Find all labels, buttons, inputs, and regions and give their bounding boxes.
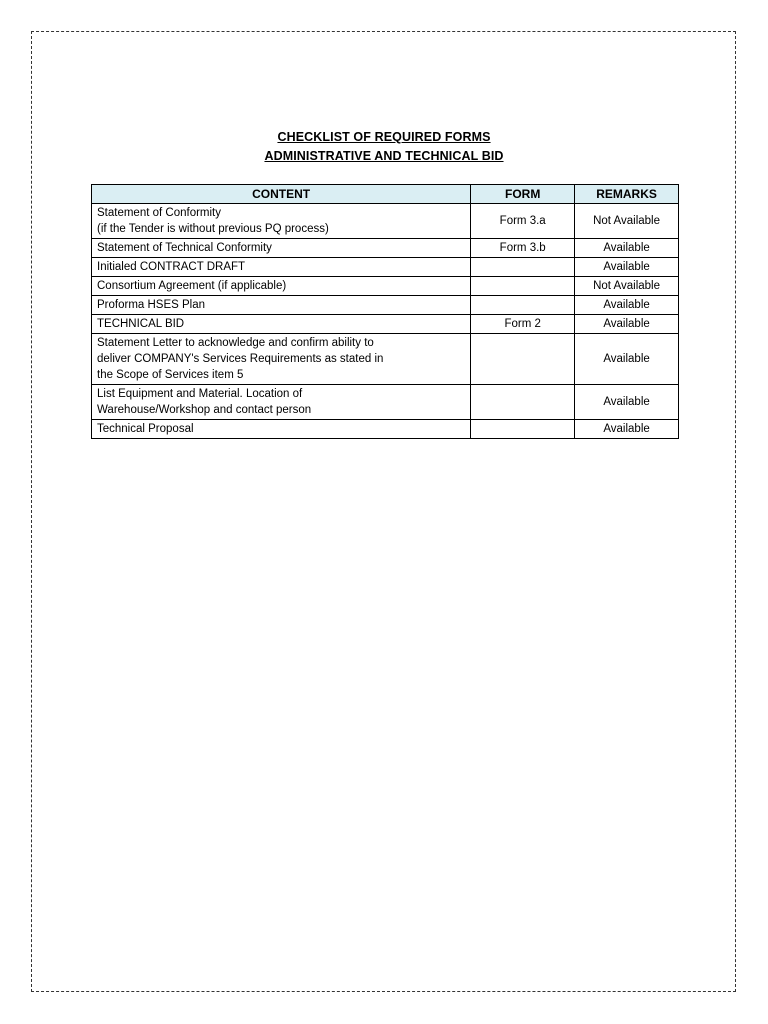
content-cell: Proforma HSES Plan (92, 296, 471, 315)
content-cell (92, 385, 471, 420)
form-cell (471, 420, 575, 439)
content-cell: TECHNICAL BID (92, 315, 471, 334)
form-cell: Form 3.a (471, 204, 575, 239)
content-line: List Equipment and Material. Location of (97, 388, 303, 400)
table-row (92, 334, 679, 385)
content-line: Statement of Conformity (97, 207, 221, 219)
form-cell (471, 385, 575, 420)
form-cell (471, 296, 575, 315)
header-remarks: REMARKS (575, 185, 679, 204)
document-title: CHECKLIST OF REQUIRED FORMS (277, 130, 491, 144)
form-cell (471, 258, 575, 277)
content-line: deliver COMPANY's Services Requirements as stated in (97, 353, 384, 365)
content-cell: Technical Proposal (92, 420, 471, 439)
content-line: (if the Tender is without previous PQ process) (97, 223, 329, 235)
page-border (31, 31, 736, 992)
form-cell: Form 3.b (471, 239, 575, 258)
remarks-cell: Available (575, 315, 679, 334)
content-line: Statement Letter to acknowledge and confirm ability to (97, 337, 374, 349)
remarks-cell: Available (575, 296, 679, 315)
content-line: Warehouse/Workshop and contact person (97, 404, 312, 416)
content-cell (92, 204, 471, 239)
content-cell: Statement of Technical Conformity (92, 239, 471, 258)
form-cell: Form 2 (471, 315, 575, 334)
content-cell (92, 334, 471, 385)
table-row (92, 258, 679, 277)
form-cell (471, 334, 575, 385)
header-content: CONTENT (92, 185, 471, 204)
table-row (92, 385, 679, 420)
header-form: FORM (471, 185, 575, 204)
remarks-cell: Available (575, 334, 679, 385)
remarks-cell: Available (575, 258, 679, 277)
table-row (92, 315, 679, 334)
table-row (92, 420, 679, 439)
document-subtitle: ADMINISTRATIVE AND TECHNICAL BID (264, 149, 504, 163)
content-line: the Scope of Services item 5 (97, 369, 244, 381)
checklist-table (91, 184, 679, 439)
form-cell (471, 277, 575, 296)
remarks-cell: Available (575, 385, 679, 420)
remarks-cell: Not Available (575, 277, 679, 296)
content-cell: Consortium Agreement (if applicable) (92, 277, 471, 296)
remarks-cell: Available (575, 239, 679, 258)
table-row (92, 204, 679, 239)
content-cell: Initialed CONTRACT DRAFT (92, 258, 471, 277)
table-header-row (92, 185, 679, 204)
table-row (92, 296, 679, 315)
remarks-cell: Available (575, 420, 679, 439)
table-row (92, 277, 679, 296)
remarks-cell: Not Available (575, 204, 679, 239)
table-row (92, 239, 679, 258)
